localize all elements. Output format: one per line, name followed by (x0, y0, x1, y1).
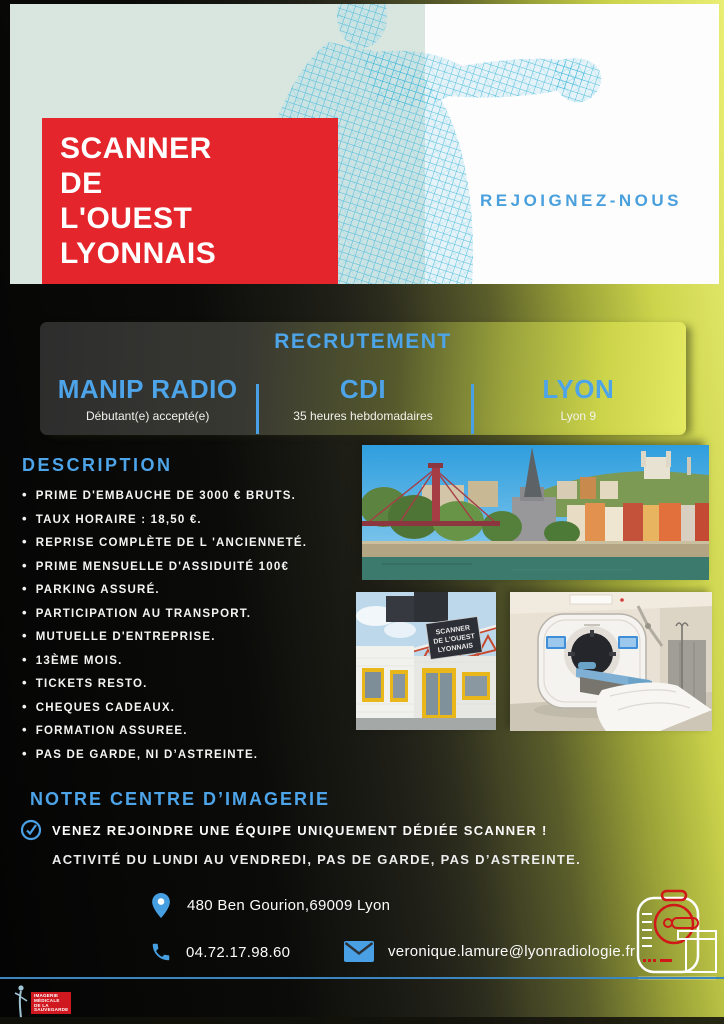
hero-title-line: L'OUEST (60, 202, 193, 235)
scanner-photo-illustration (510, 592, 712, 731)
check-circle-icon (20, 819, 42, 841)
contract-label: CDI (339, 374, 387, 404)
list-item: • TAUX HORAIRE : 18,50 €. (22, 510, 202, 526)
company-logo (13, 984, 71, 1020)
column-city (471, 376, 686, 423)
recruitment-band (40, 322, 686, 435)
list-item: • FORMATION ASSUREE. (22, 722, 188, 737)
list-item: • PRIME MENSUELLE D'ASSIDUITÉ 100€ (22, 557, 290, 573)
contract-sub: 35 heures hebdomadaires (293, 409, 433, 423)
lyon-cityscape-photo (362, 445, 709, 580)
bullet-dot: • (22, 628, 28, 643)
ct-scanner-icon (630, 884, 720, 986)
bullet-dot: • (22, 487, 28, 502)
phone-row (150, 941, 290, 963)
list-item: • CHEQUES CADEAUX. (22, 698, 176, 714)
email-text: veronique.lamure@lyonradiologie.fr (388, 943, 636, 960)
footer-divider-line (0, 977, 724, 979)
benefits-list (22, 489, 362, 761)
ct-scanner-room-photo (510, 592, 712, 731)
building-sign (426, 617, 483, 660)
bullet-dot: • (22, 722, 28, 737)
svg-text:LYONNAIS: LYONNAIS (437, 642, 474, 655)
centre-line2: ACTIVITÉ DU LUNDI AU VENDREDI, PAS DE GARDE, PAS D’ASTREINTE. (52, 852, 582, 867)
email-row (344, 941, 635, 962)
address-row (152, 893, 390, 918)
hero-title-line: LYONNAIS (60, 237, 217, 270)
envelope-icon (344, 941, 374, 962)
bullet-dot: • (22, 534, 28, 549)
centre-highlight-row (20, 819, 548, 841)
bullet-dot: • (22, 581, 28, 596)
hero-title-line: SCANNER (60, 132, 212, 165)
recruitment-title: RECRUTEMENT (274, 330, 452, 353)
logo-figure-icon (13, 984, 29, 1020)
bullet-dot: • (22, 698, 28, 714)
logo-text-box: IMAGERIE MÉDICALE DE LA SAUVEGARDE (31, 992, 71, 1014)
recruitment-columns (40, 376, 686, 423)
join-us-text: REJOIGNEZ-NOUS (480, 191, 683, 210)
bullet-dot: • (22, 604, 28, 620)
hero-title-line: DE (60, 167, 103, 200)
bullet-dot: • (22, 557, 28, 573)
lyon-photo-illustration (362, 445, 709, 580)
hero-title-block (42, 118, 338, 284)
phone-text: 04.72.17.98.60 (186, 943, 291, 961)
job-sub: Débutant(e) accepté(e) (85, 409, 210, 423)
scanner-vents (642, 914, 652, 946)
city-label: LYON (542, 374, 615, 404)
description-section (22, 455, 362, 771)
list-item: • PARTICIPATION AU TRANSPORT. (22, 604, 252, 620)
hero-banner (10, 4, 719, 284)
column-divider (471, 384, 474, 434)
location-pin-icon (152, 893, 170, 918)
list-item: • REPRISE COMPLÈTE DE L 'ANCIENNETÉ. (22, 534, 308, 549)
imaging-centre-building-photo (356, 592, 496, 730)
list-item: • PARKING ASSURÉ. (22, 581, 160, 596)
bullet-dot: • (22, 651, 28, 667)
svg-text:SCANNER: SCANNER (435, 624, 471, 637)
column-divider (256, 384, 259, 434)
city-sub: Lyon 9 (560, 409, 597, 423)
centre-section-title: NOTRE CENTRE D’IMAGERIE (30, 789, 331, 809)
column-contract (255, 376, 470, 423)
svg-text:DE L'OUEST: DE L'OUEST (433, 633, 476, 646)
bullet-dot: • (22, 675, 28, 690)
list-item: • 13ÈME MOIS. (22, 651, 123, 667)
bullet-dot: • (22, 510, 28, 526)
building-photo-illustration (356, 592, 496, 730)
phone-icon (150, 941, 172, 963)
address-text: 480 Ben Gourion,69009 Lyon (187, 897, 391, 914)
bottom-edge-strip (0, 1017, 724, 1024)
job-label: MANIP RADIO (57, 374, 238, 404)
list-item: • PAS DE GARDE, NI D’ASTREINTE. (22, 745, 259, 761)
list-item: • TICKETS RESTO. (22, 675, 148, 690)
scanner-buttons (643, 959, 672, 962)
column-job (40, 376, 255, 423)
list-item: • PRIME D'EMBAUCHE DE 3000 € BRUTS. (22, 487, 297, 502)
centre-line1: VENEZ REJOINDRE UNE ÉQUIPE UNIQUEMENT DÉDIÉE SCANNER ! (52, 822, 548, 838)
list-item: • MUTUELLE D'ENTREPRISE. (22, 628, 216, 643)
description-title: DESCRIPTION (22, 455, 173, 475)
bullet-dot: • (22, 745, 28, 761)
